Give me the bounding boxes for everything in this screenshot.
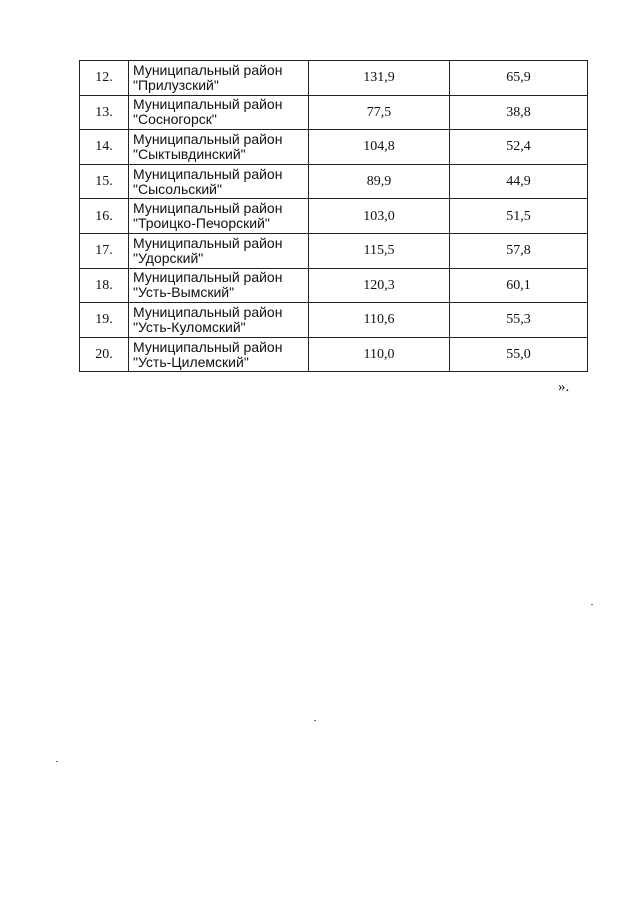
table-row	[80, 164, 588, 199]
district-name-cell	[129, 199, 309, 234]
row-number-cell: 13.	[80, 95, 129, 130]
row-number-cell: 12.	[80, 61, 129, 96]
district-name-cell	[129, 164, 309, 199]
closing-quote-mark: ».	[558, 379, 570, 395]
value-cell-2: 57,8	[450, 233, 588, 268]
value-cell-2: 44,9	[450, 164, 588, 199]
value-cell-1: 103,0	[309, 199, 450, 234]
table-row	[80, 268, 588, 303]
value-cell-2: 51,5	[450, 199, 588, 234]
district-name-cell	[129, 130, 309, 165]
row-number-cell: 14.	[80, 130, 129, 165]
district-name-cell	[129, 303, 309, 338]
table-row	[80, 199, 588, 234]
district-name-label: "Прилузский"	[133, 76, 219, 93]
value-cell-1: 110,0	[309, 337, 450, 372]
district-type-label: Муниципальный район	[133, 96, 283, 113]
table-row	[80, 130, 588, 165]
scan-speck	[314, 720, 316, 721]
district-name-cell	[129, 61, 309, 96]
value-cell-1: 131,9	[309, 61, 450, 96]
value-cell-2: 55,0	[450, 337, 588, 372]
district-type-label: Муниципальный район	[133, 61, 283, 78]
district-name-label: "Усть-Куломский"	[133, 318, 246, 335]
district-type-label: Муниципальный район	[133, 165, 283, 182]
row-number-cell: 18.	[80, 268, 129, 303]
district-type-label: Муниципальный район	[133, 234, 283, 251]
district-name-label: "Удорский"	[133, 249, 204, 266]
row-number-cell: 16.	[80, 199, 129, 234]
row-number-cell: 20.	[80, 337, 129, 372]
district-type-label: Муниципальный район	[133, 200, 283, 217]
value-cell-1: 115,5	[309, 233, 450, 268]
table-body	[80, 61, 588, 372]
table-row	[80, 95, 588, 130]
value-cell-1: 110,6	[309, 303, 450, 338]
district-type-label: Муниципальный район	[133, 303, 283, 320]
district-name-label: "Сысольский"	[133, 180, 222, 197]
value-cell-1: 104,8	[309, 130, 450, 165]
scan-speck	[56, 761, 58, 762]
table-row	[80, 337, 588, 372]
value-cell-1: 120,3	[309, 268, 450, 303]
district-name-label: "Сосногорск"	[133, 111, 217, 128]
district-type-label: Муниципальный район	[133, 269, 283, 286]
district-name-label: "Усть-Цилемский"	[133, 353, 249, 370]
district-name-cell	[129, 95, 309, 130]
district-name-label: "Усть-Вымский"	[133, 284, 235, 301]
table-row	[80, 233, 588, 268]
district-type-label: Муниципальный район	[133, 130, 283, 147]
value-cell-1: 89,9	[309, 164, 450, 199]
row-number-cell: 17.	[80, 233, 129, 268]
value-cell-1: 77,5	[309, 95, 450, 130]
table-row	[80, 303, 588, 338]
value-cell-2: 60,1	[450, 268, 588, 303]
value-cell-2: 65,9	[450, 61, 588, 96]
row-number-cell: 15.	[80, 164, 129, 199]
row-number-cell: 19.	[80, 303, 129, 338]
table-row	[80, 61, 588, 96]
district-type-label: Муниципальный район	[133, 338, 283, 355]
district-name-label: "Троицко-Печорский"	[133, 215, 270, 232]
value-cell-2: 38,8	[450, 95, 588, 130]
scan-speck	[591, 604, 593, 605]
district-name-label: "Сыктывдинский"	[133, 145, 246, 162]
district-values-table	[79, 60, 588, 372]
value-cell-2: 55,3	[450, 303, 588, 338]
value-cell-2: 52,4	[450, 130, 588, 165]
district-name-cell	[129, 233, 309, 268]
district-name-cell	[129, 268, 309, 303]
district-name-cell	[129, 337, 309, 372]
